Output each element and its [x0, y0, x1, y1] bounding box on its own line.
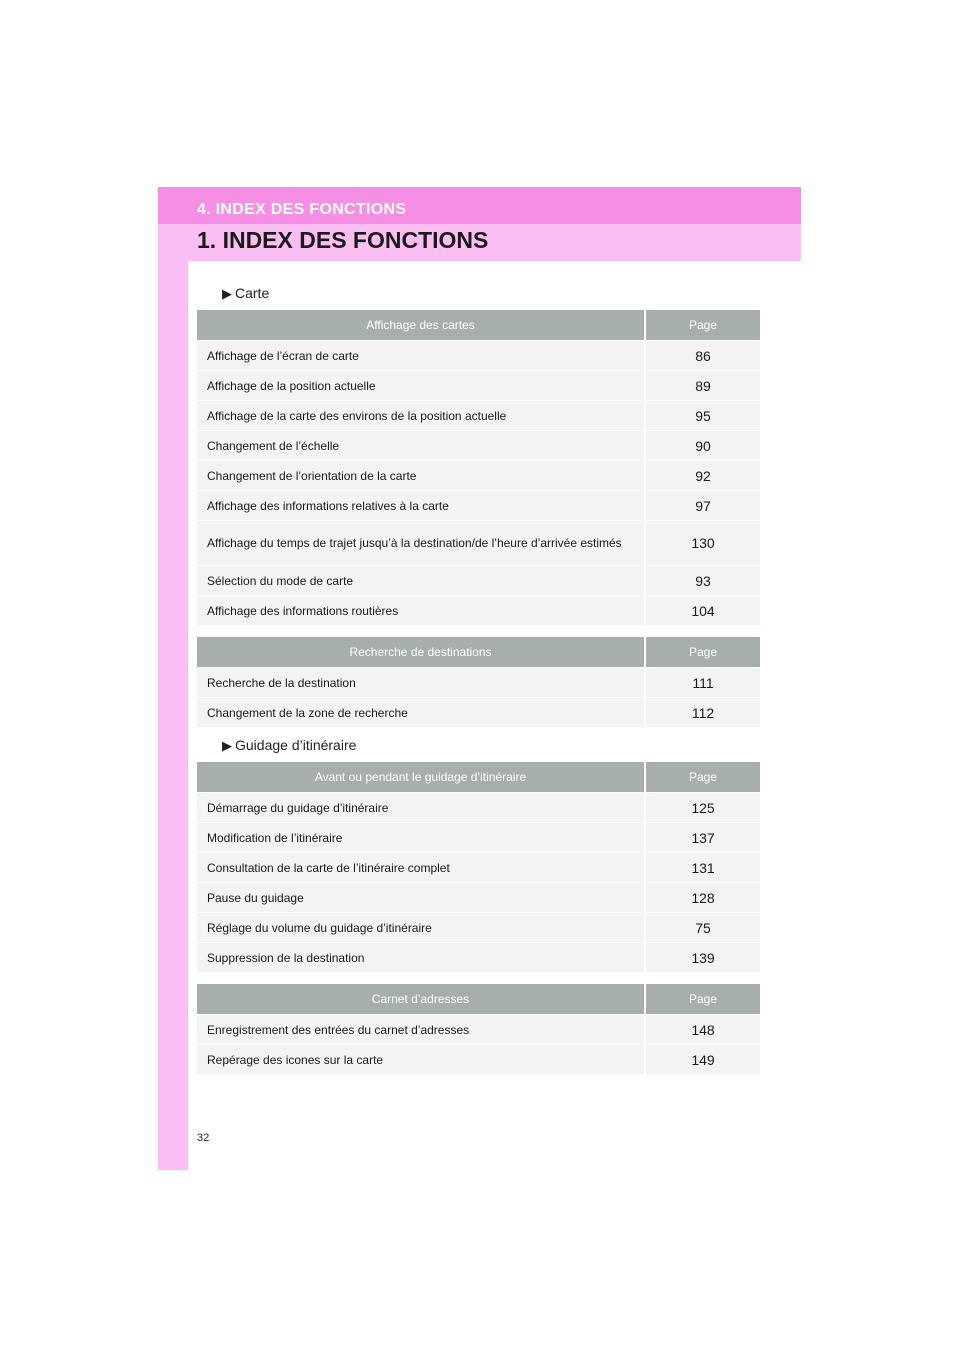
row-page: 128 — [645, 883, 760, 913]
subheading-carte — [222, 285, 269, 302]
page-number: 32 — [197, 1132, 210, 1144]
column-header-page: Page — [645, 310, 760, 341]
row-label: Sélection du mode de carte — [197, 566, 645, 596]
row-page: 149 — [645, 1045, 760, 1075]
triangle-right-icon: ▶ — [222, 738, 232, 753]
row-page: 148 — [645, 1015, 760, 1045]
table-row — [197, 793, 760, 823]
table-row — [197, 668, 760, 698]
column-header-page: Page — [645, 762, 760, 793]
row-page: 137 — [645, 823, 760, 853]
row-label: Affichage de la position actuelle — [197, 371, 645, 401]
table-row — [197, 461, 760, 491]
table-row — [197, 491, 760, 521]
table-row — [197, 943, 760, 973]
row-page: 75 — [645, 913, 760, 943]
table-row — [197, 596, 760, 626]
row-page: 90 — [645, 431, 760, 461]
table-carnet-adresses — [197, 984, 760, 1074]
row-page: 95 — [645, 401, 760, 431]
row-label: Enregistrement des entrées du carnet d’adresses — [197, 1015, 645, 1045]
column-header-function: Avant ou pendant le guidage d’itinéraire — [197, 762, 645, 793]
row-label: Modification de l’itinéraire — [197, 823, 645, 853]
chapter-title: 4. INDEX DES FONCTIONS — [197, 201, 407, 218]
row-page: 93 — [645, 566, 760, 596]
row-page: 92 — [645, 461, 760, 491]
row-label: Pause du guidage — [197, 883, 645, 913]
row-label: Consultation de la carte de l’itinéraire complet — [197, 853, 645, 883]
row-page: 89 — [645, 371, 760, 401]
table-row — [197, 371, 760, 401]
subheading-label: Guidage d’itinéraire — [235, 737, 357, 753]
row-page: 131 — [645, 853, 760, 883]
column-header-function: Affichage des cartes — [197, 310, 645, 341]
table-row — [197, 1045, 760, 1075]
table-row — [197, 341, 760, 371]
row-label: Affichage des informations routières — [197, 596, 645, 626]
row-label: Changement de la zone de recherche — [197, 698, 645, 728]
column-header-page: Page — [645, 984, 760, 1015]
table-row — [197, 883, 760, 913]
column-header-function: Carnet d’adresses — [197, 984, 645, 1015]
side-color-strip — [158, 187, 188, 1170]
row-page: 139 — [645, 943, 760, 973]
row-page: 97 — [645, 491, 760, 521]
column-header-function: Recherche de destinations — [197, 637, 645, 668]
table-row — [197, 431, 760, 461]
table-row — [197, 913, 760, 943]
row-label: Changement de l’échelle — [197, 431, 645, 461]
triangle-right-icon: ▶ — [222, 286, 232, 301]
row-page: 125 — [645, 793, 760, 823]
row-label: Affichage de l’écran de carte — [197, 341, 645, 371]
table-recherche-de-destinations — [197, 637, 760, 727]
table-row — [197, 823, 760, 853]
page-title: 1. INDEX DES FONCTIONS — [197, 227, 489, 253]
row-label: Repérage des icones sur la carte — [197, 1045, 645, 1075]
row-label: Affichage de la carte des environs de la position actuelle — [197, 401, 645, 431]
row-page: 104 — [645, 596, 760, 626]
row-label: Affichage des informations relatives à la carte — [197, 491, 645, 521]
table-row — [197, 401, 760, 431]
table-row — [197, 1015, 760, 1045]
row-page: 86 — [645, 341, 760, 371]
row-page: 112 — [645, 698, 760, 728]
row-label: Changement de l’orientation de la carte — [197, 461, 645, 491]
table-row — [197, 566, 760, 596]
row-label: Recherche de la destination — [197, 668, 645, 698]
table-affichage-des-cartes — [197, 310, 760, 625]
table-row — [197, 853, 760, 883]
subheading-guidage — [222, 737, 356, 754]
row-label: Suppression de la destination — [197, 943, 645, 973]
column-header-page: Page — [645, 637, 760, 668]
row-label: Démarrage du guidage d’itinéraire — [197, 793, 645, 823]
table-row — [197, 521, 760, 566]
row-page: 111 — [645, 668, 760, 698]
row-page: 130 — [645, 521, 760, 566]
table-row — [197, 698, 760, 728]
row-label: Affichage du temps de trajet jusqu’à la destination/de l’heure d’arrivée estimés — [197, 521, 645, 566]
row-label: Réglage du volume du guidage d’itinéraire — [197, 913, 645, 943]
subheading-label: Carte — [235, 285, 270, 301]
table-guidage-itineraire — [197, 762, 760, 972]
